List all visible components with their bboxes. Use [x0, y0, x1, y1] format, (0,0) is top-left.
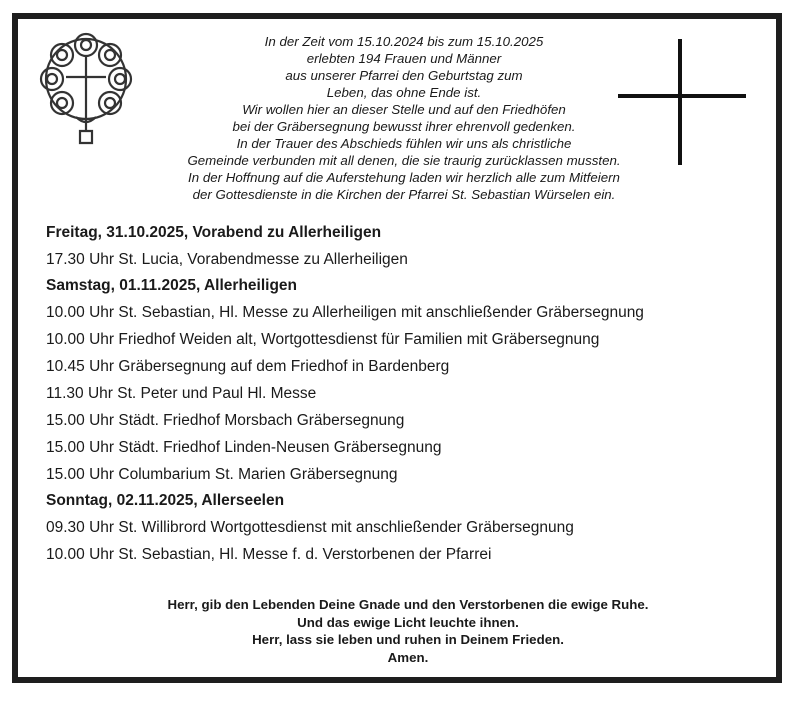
intro-line: aus unserer Pfarrei den Geburtstag zum — [285, 68, 523, 83]
intro-line: Leben, das ohne Ende ist. — [326, 85, 482, 100]
day-heading-friday: Freitag, 31.10.2025, Vorabend zu Allerheiligen — [46, 224, 382, 241]
day-heading-sunday: Sonntag, 02.11.2025, Allerseelen — [46, 492, 285, 509]
schedule-entry: 09.30 Uhr St. Willibrord Wortgottesdienst mit anschließender Gräbersegnung — [46, 519, 574, 536]
intro-line: bei der Gräbersegnung bewusst ihrer ehrenvoll gedenken. — [232, 119, 576, 134]
notice-frame — [12, 13, 782, 683]
intro-line: der Gottesdienste in die Kirchen der Pfarrei St. Sebastian Würselen ein. — [192, 187, 616, 202]
schedule-entry: 15.00 Uhr Städt. Friedhof Morsbach Gräbersegnung — [46, 412, 405, 429]
intro-line: In der Trauer des Abschieds fühlen wir uns als christliche — [236, 136, 572, 151]
prayer-line: Und das ewige Licht leuchte ihnen. — [297, 614, 519, 630]
closing-prayer — [108, 596, 708, 666]
day-heading-saturday: Samstag, 01.11.2025, Allerheiligen — [46, 277, 298, 294]
intro-line: Wir wollen hier an dieser Stelle und auf den Friedhöfen — [242, 102, 566, 117]
prayer-line: Herr, lass sie leben und ruhen in Deinem Frieden. — [252, 632, 564, 647]
prayer-line: Herr, gib den Lebenden Deine Gnade und den Verstorbenen die ewige Ruhe. — [167, 597, 649, 612]
intro-line: In der Zeit vom 15.10.2024 bis zum 15.10.2025 — [264, 34, 544, 49]
intro-line: In der Hoffnung auf die Auferstehung laden wir herzlich alle zum Mitfeiern — [188, 170, 620, 185]
schedule-entry: 15.00 Uhr Columbarium St. Marien Gräbersegnung — [46, 466, 398, 483]
intro-line: Gemeinde verbunden mit all denen, die sie traurig zurücklassen mussten. — [187, 153, 621, 168]
service-schedule — [46, 220, 766, 568]
schedule-entry: 17.30 Uhr St. Lucia, Vorabendmesse zu Allerheiligen — [46, 251, 408, 268]
schedule-entry: 10.00 Uhr St. Sebastian, Hl. Messe zu Allerheiligen mit anschließender Gräbersegnung — [46, 304, 644, 321]
schedule-entry: 10.00 Uhr Friedhof Weiden alt, Wortgottesdienst für Familien mit Gräbersegnung — [46, 331, 600, 348]
intro-line: erlebten 194 Frauen und Männer — [306, 51, 502, 66]
schedule-entry: 10.00 Uhr St. Sebastian, Hl. Messe f. d. Verstorbenen der Pfarrei — [46, 546, 492, 563]
schedule-entry: 10.45 Uhr Gräbersegnung auf dem Friedhof in Bardenberg — [46, 358, 450, 375]
schedule-entry: 11.30 Uhr St. Peter und Paul Hl. Messe — [46, 385, 317, 402]
schedule-entry: 15.00 Uhr Städt. Friedhof Linden-Neusen Gräbersegnung — [46, 439, 442, 456]
intro-text — [106, 33, 702, 203]
prayer-line: Amen. — [387, 649, 429, 665]
